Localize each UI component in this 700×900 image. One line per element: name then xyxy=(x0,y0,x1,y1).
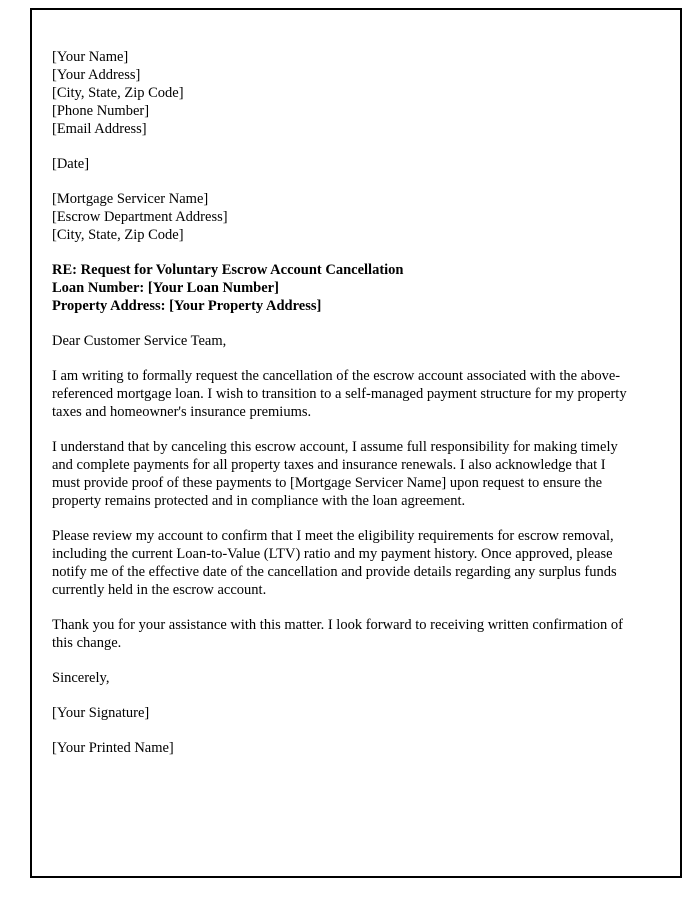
letter-page xyxy=(30,8,682,878)
printed-name-block xyxy=(52,739,632,757)
signature-line: [Your Signature] xyxy=(52,705,150,721)
salutation-block xyxy=(52,332,632,350)
paragraph-responsibility: I understand that by canceling this escrow account, I assume full responsibility for making timely and complete payments for all property taxes and insurance renewals. I also acknowledge that I must provide proof of these payments to [Mortgage Servicer Name] upon request to ensure the property remains protected and in compliance with the loan agreement. xyxy=(52,439,618,509)
sender-block xyxy=(52,48,632,138)
recipient-block xyxy=(52,190,632,244)
date-line: [Date] xyxy=(52,156,90,172)
subject-property-address-line: Property Address: [Your Property Address] xyxy=(52,298,322,314)
sender-address: [Your Address] xyxy=(52,67,141,83)
letter-body xyxy=(32,10,680,757)
sender-phone: [Phone Number] xyxy=(52,103,150,119)
sender-name: [Your Name] xyxy=(52,49,129,65)
sender-city-state-zip: [City, State, Zip Code] xyxy=(52,85,184,101)
subject-block xyxy=(52,261,632,315)
paragraph-request: I am writing to formally request the cancellation of the escrow account associated with the above-referenced mortgage loan. I wish to transition to a self-managed payment structure for my property taxes and homeowner's insurance premiums. xyxy=(52,368,627,420)
recipient-city-state-zip: [City, State, Zip Code] xyxy=(52,227,184,243)
recipient-name: [Mortgage Servicer Name] xyxy=(52,191,209,207)
closing: Sincerely, xyxy=(52,670,110,686)
paragraph-eligibility: Please review my account to confirm that I meet the eligibility requirements for escrow removal, including the current Loan-to-Value (LTV) ratio and my payment history. Once approved, please notify me of the effective date of the cancellation and provide details regarding any surplus funds currently held in the escrow account. xyxy=(52,528,617,598)
salutation: Dear Customer Service Team, xyxy=(52,333,227,349)
subject-loan-number-line: Loan Number: [Your Loan Number] xyxy=(52,280,279,296)
printed-name-line: [Your Printed Name] xyxy=(52,740,174,756)
signature-block xyxy=(52,704,632,722)
subject-re-line: RE: Request for Voluntary Escrow Account Cancellation xyxy=(52,262,404,278)
sender-email: [Email Address] xyxy=(52,121,147,137)
closing-block xyxy=(52,669,632,687)
date-block xyxy=(52,155,632,173)
recipient-address: [Escrow Department Address] xyxy=(52,209,228,225)
paragraph-thanks: Thank you for your assistance with this matter. I look forward to receiving written confirmation of this change. xyxy=(52,617,623,651)
